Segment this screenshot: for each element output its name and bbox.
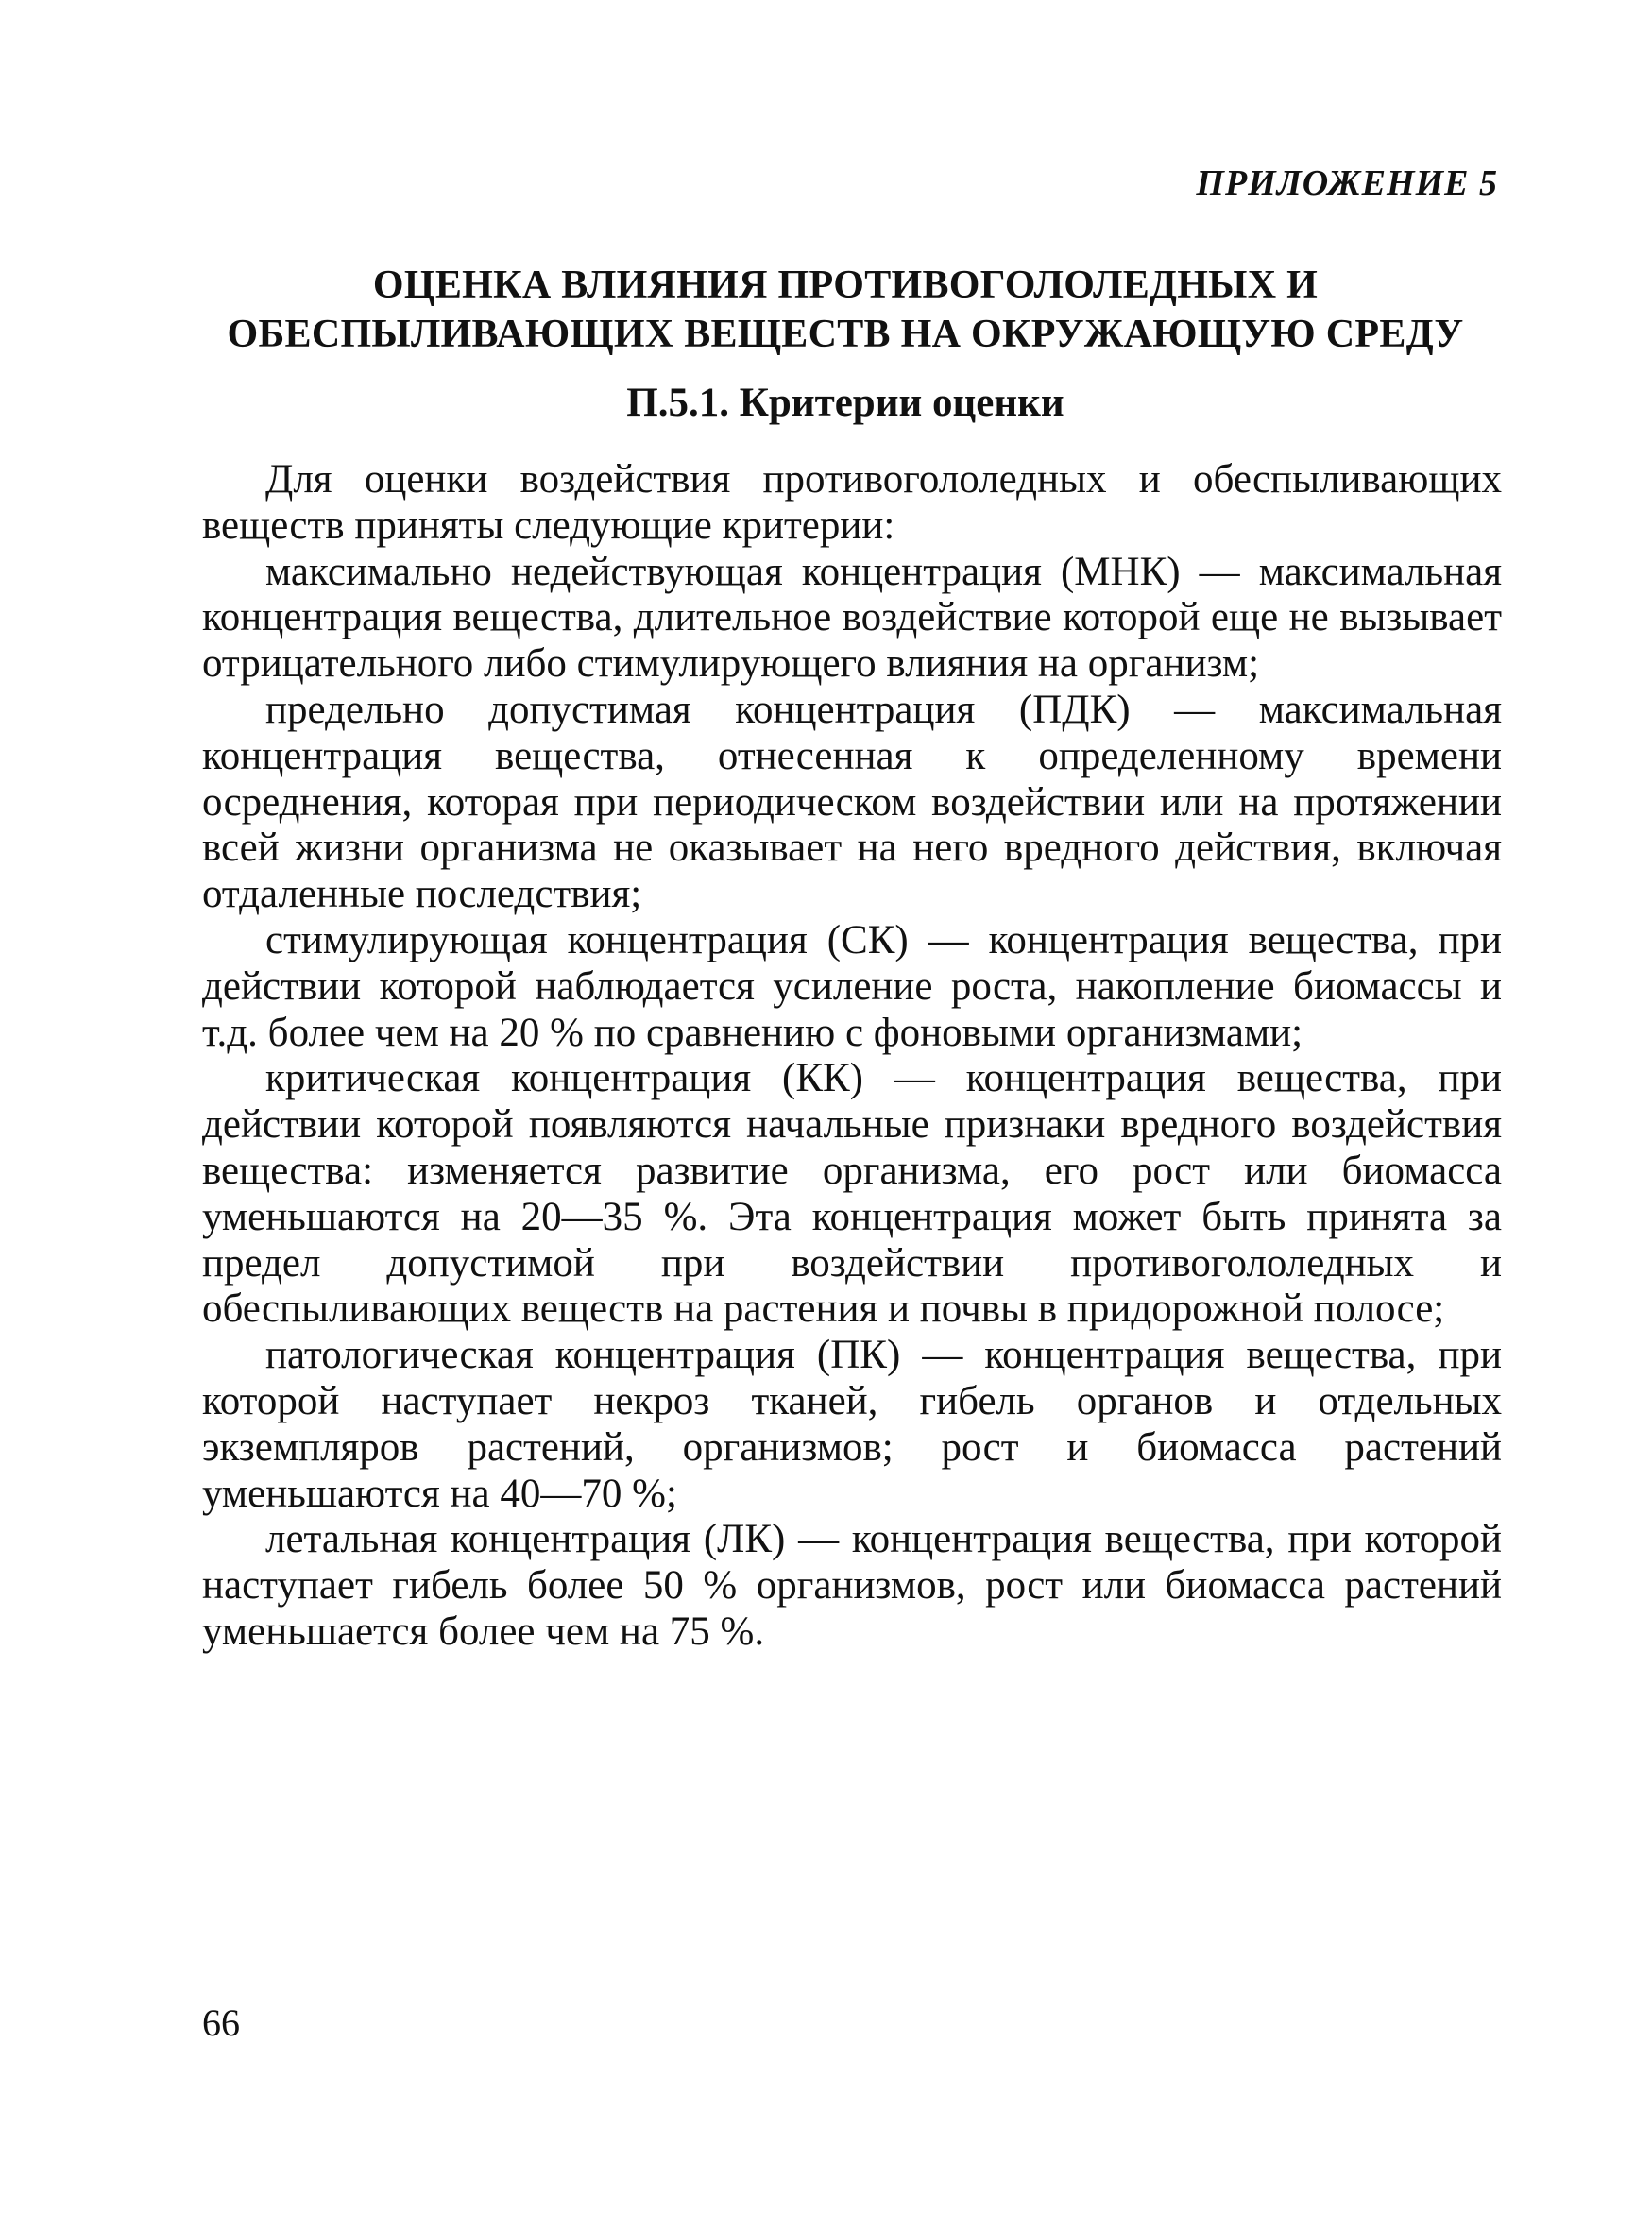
appendix-label: ПРИЛОЖЕНИЕ 5 <box>1196 163 1498 203</box>
paragraph-mnk: максимально недействующая концентрация (МНК) — максимальная концентрация вещества, длительное воздействие которой еще не вызывает отрицательного либо стимулирующего влияния на организм; <box>202 549 1502 687</box>
paragraph-sk: стимулирующая концентрация (СК) — концентрация вещества, при действии которой наблюдается усиление роста, накопление биомассы и т.д. более чем на 20 % по сравнению с фоновыми организмами; <box>202 917 1502 1055</box>
paragraph-kk: критическая концентрация (КК) — концентрация вещества, при действии которой появляются начальные признаки вредного воздействия вещества: изменяется развитие организма, его рост или биомасса уменьшаются на 20—35 %. Эта концентрация может быть принята за предел допустимой при воздействии противогололедных и обеспыливающих веществ на растения и почвы в придорожной полосе; <box>202 1056 1502 1332</box>
paragraph-pk: патологическая концентрация (ПК) — концентрация вещества, при которой наступает некроз тканей, гибель органов и отдельных экземпляров растений, организмов; рост и биомасса растений уменьшаются на 40—70 %; <box>202 1333 1502 1516</box>
title-line-2: ОБЕСПЫЛИВАЮЩИХ ВЕЩЕСТВ НА ОКРУЖАЮЩУЮ СРЕДУ <box>227 313 1464 356</box>
body-text <box>202 457 1502 1656</box>
paragraph-lk: летальная концентрация (ЛК) — концентрация вещества, при которой наступает гибель более 50 % организмов, рост или биомасса растений уменьшается более чем на 75 %. <box>202 1517 1502 1654</box>
paragraph-intro: Для оценки воздействия противогололедных и обеспыливающих веществ приняты следующие критерии: <box>202 457 1502 548</box>
document-title <box>189 261 1502 359</box>
page-number: 66 <box>202 2001 240 2044</box>
section-heading: П.5.1. Критерии оценки <box>626 381 1064 425</box>
paragraph-pdk: предельно допустимая концентрация (ПДК) — максимальная концентрация вещества, отнесенная к определенному времени осреднения, которая при периодическом воздействии или на протяжении всей жизни организма не оказывает на него вредного действия, включая отдаленные последствия; <box>202 687 1502 917</box>
title-line-1: ОЦЕНКА ВЛИЯНИЯ ПРОТИВОГОЛОЛЕДНЫХ И <box>372 264 1319 307</box>
